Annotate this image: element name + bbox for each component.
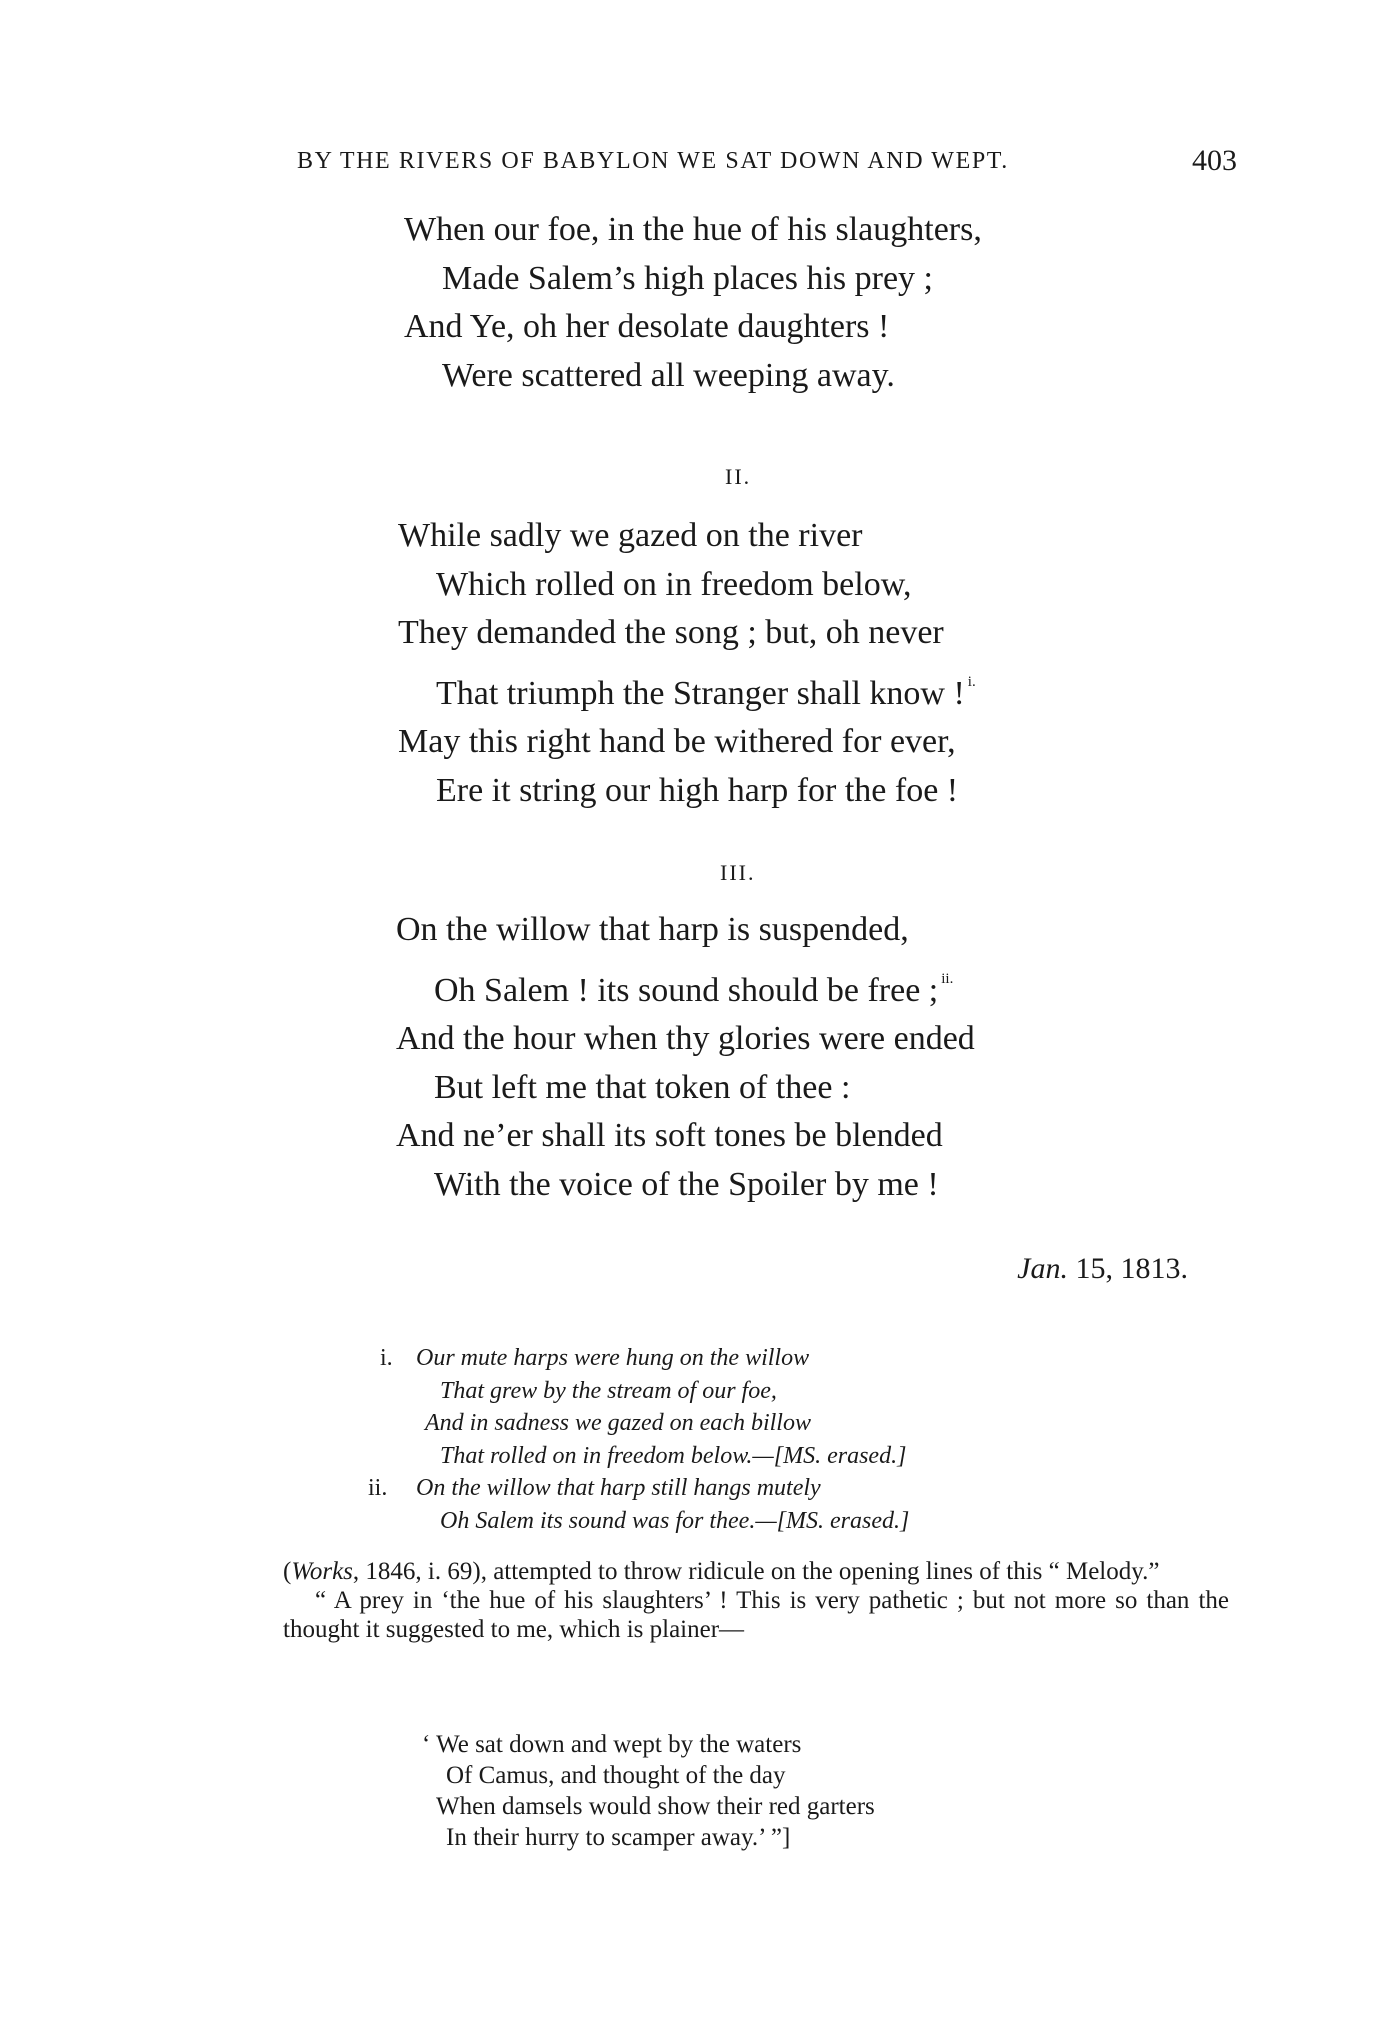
stanza-3-line-2 — [396, 955, 975, 1016]
stanza-3-line-3: And the hour when thy glories were ended — [396, 1020, 975, 1057]
commentary-paragraph-2: “ A prey in ‘the hue of his slaughters’ ! This is very pathetic ; but not more so than the thought it suggested to me, which is plainer— — [283, 1587, 1229, 1643]
stanza-2-line-4-text: That triumph the Stranger shall know ! — [436, 674, 965, 712]
stanza-1-line-2: Made Salem’s high places his prey ; — [442, 259, 934, 297]
commentary-paragraph-1 — [283, 1557, 1229, 1586]
quote-line-1: ‘ We sat down and wept by the waters — [422, 1731, 802, 1758]
footnotes — [368, 1342, 910, 1537]
running-head — [297, 144, 1237, 177]
stanza-3-line-6: With the voice of the Spoiler by me ! — [434, 1165, 939, 1203]
footnote-i-line-1 — [380, 1342, 909, 1375]
stanza-2-line-6: Ere it string our high harp for the foe ! — [436, 771, 959, 809]
stanza-2 — [398, 512, 976, 815]
poem-date-rest: 15, 1813. — [1075, 1252, 1188, 1285]
stanza-3 — [396, 906, 975, 1209]
page-number: 403 — [1192, 144, 1237, 177]
stanza-3-line-1: On the willow that harp is suspended, — [396, 911, 909, 948]
footnote-ii-marker: ii. — [368, 1475, 388, 1501]
footnote-i-line-4: That rolled on in freedom below.—[MS. erased.] — [440, 1442, 907, 1469]
stanza-1-line-3: And Ye, oh her desolate daughters ! — [404, 308, 890, 345]
running-title: BY THE RIVERS OF BABYLON WE SAT DOWN AND WEPT. — [297, 148, 1009, 174]
commentary-works-title: Works — [291, 1558, 353, 1585]
quote-line-3: When damsels would show their red garters — [436, 1793, 875, 1820]
stanza-1-line-4: Were scattered all weeping away. — [442, 356, 895, 394]
parody-quote — [422, 1729, 875, 1853]
footnote-i-marker: i. — [380, 1345, 393, 1371]
quote-line-2: Of Camus, and thought of the day — [446, 1762, 786, 1789]
stanza-3-line-4: But left me that token of thee : — [434, 1068, 851, 1106]
stanza-2-line-5: May this right hand be withered for ever, — [398, 723, 956, 760]
stanza-2-number: II. — [725, 464, 752, 489]
stanza-2-line-1: While sadly we gazed on the river — [398, 517, 863, 554]
stanza-2-line-4 — [398, 658, 976, 719]
stanza-1 — [404, 206, 982, 400]
stanza-1-line-1: When our foe, in the hue of his slaughters, — [404, 211, 982, 248]
poem-date-month: Jan. — [1017, 1252, 1068, 1285]
poem-date — [1017, 1252, 1188, 1286]
footnote-i-line-3: And in sadness we gazed on each billow — [425, 1410, 811, 1436]
footnote-i-text-1: Our mute harps were hung on the willow — [416, 1345, 810, 1371]
stanza-3-line-2-text: Oh Salem ! its sound should be free ; — [434, 971, 939, 1009]
quote-line-4: In their hurry to scamper away.’ ”] — [446, 1824, 791, 1851]
stanza-3-number: III. — [720, 860, 756, 885]
footnote-ii-text-1: On the willow that harp still hangs mutely — [416, 1475, 821, 1501]
commentary-paragraph-1-text: , 1846, i. 69), attempted to throw ridicule on the opening lines of this “ Melody.” — [352, 1558, 1160, 1585]
footnote-ref-i: i. — [967, 673, 976, 690]
stanza-3-line-5: And ne’er shall its soft tones be blended — [396, 1117, 943, 1154]
footnote-ii-line-2: Oh Salem its sound was for thee.—[MS. erased.] — [440, 1507, 910, 1534]
stanza-2-line-3: They demanded the song ; but, oh never — [398, 614, 944, 651]
stanza-2-line-2: Which rolled on in freedom below, — [436, 565, 912, 603]
footnote-ii-line-1 — [368, 1472, 909, 1505]
commentary — [283, 1557, 1229, 1644]
footnote-i-line-2: That grew by the stream of our foe, — [440, 1377, 777, 1404]
commentary-open-paren: ( — [283, 1558, 292, 1585]
footnote-ref-ii: ii. — [941, 970, 954, 987]
